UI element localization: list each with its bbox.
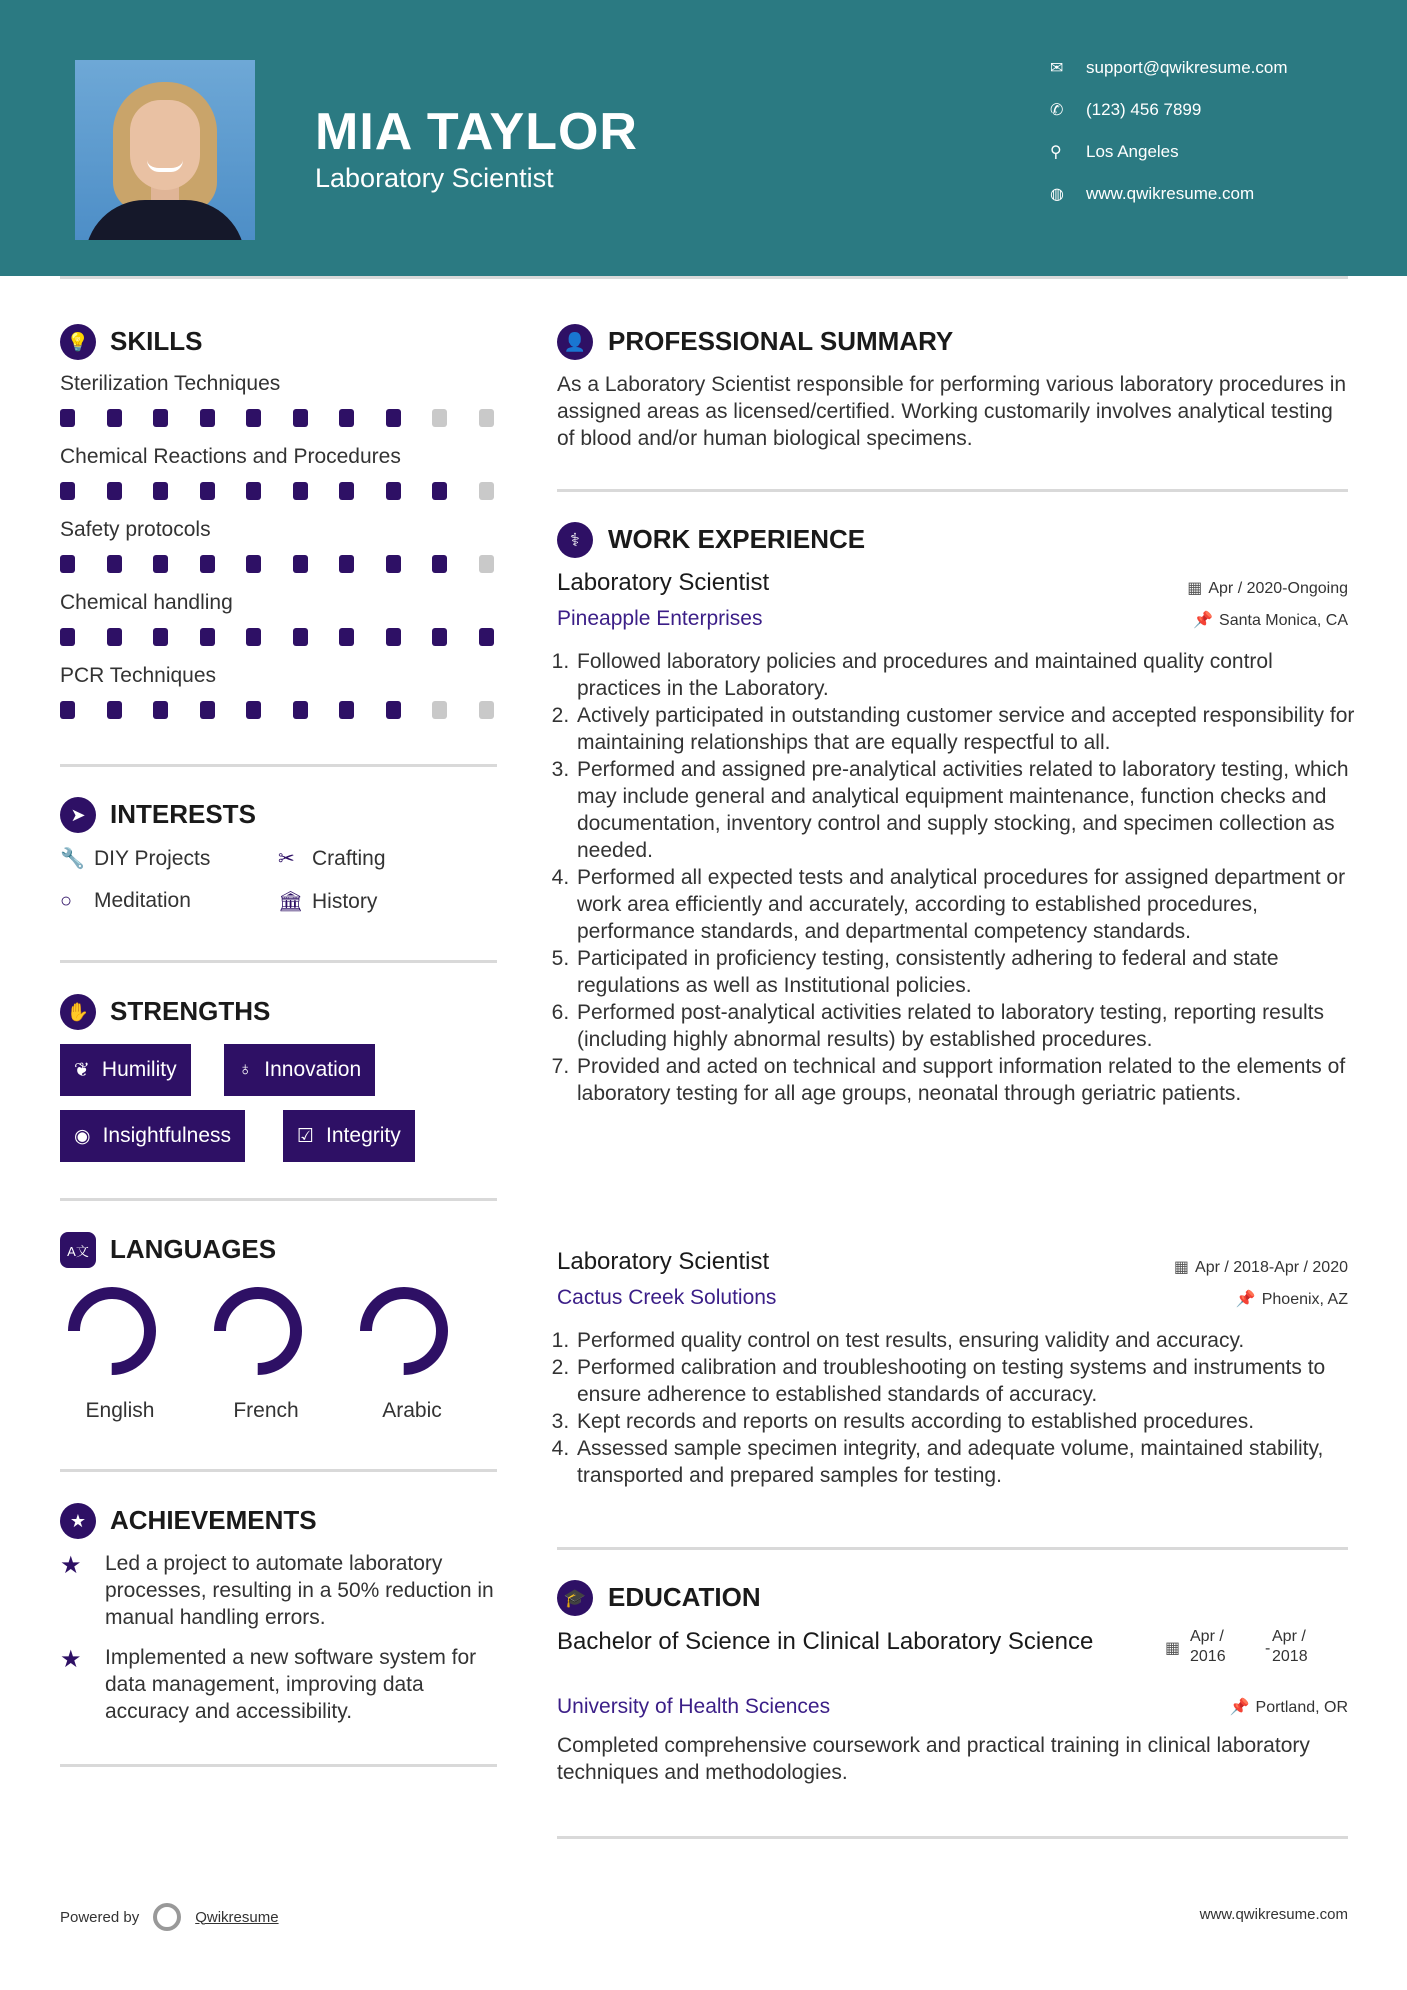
section-divider: [557, 489, 1348, 492]
skill-dot: [107, 482, 122, 500]
section-divider: [60, 1469, 497, 1472]
skill-dot: [386, 628, 401, 646]
language-level-arc: [74, 1293, 150, 1369]
skill-dot: [107, 701, 122, 719]
skill-dot: [153, 701, 168, 719]
eye-icon: ◉: [74, 1125, 91, 1147]
candidate-title: Laboratory Scientist: [315, 163, 554, 193]
bullet-item: 6. Performed post-analytical activities related to laboratory testing, reporting results (including highly abnormal results) by established procedures.: [575, 999, 1357, 1053]
education-heading: EDUCATION: [608, 1582, 761, 1612]
skill-dot: [107, 555, 122, 573]
interest-item: ○ Meditation: [60, 889, 191, 912]
circle-icon: ○: [60, 890, 73, 912]
interest-item: 🏛 History: [278, 890, 378, 913]
skill-dot: [479, 482, 494, 500]
skill-dot: [60, 555, 75, 573]
calendar-icon: ▦: [1165, 1640, 1181, 1657]
interests-heading: INTERESTS: [110, 799, 256, 829]
strengths-heading: STRENGTHS: [110, 996, 271, 1026]
phone-icon: ✆: [1050, 102, 1064, 119]
bullet-item: 4. Assessed sample specimen integrity, and adequate volume, maintained stability, transported and prepared samples for testing.: [575, 1435, 1357, 1489]
skill-dot: [293, 409, 308, 427]
section-divider: [60, 1198, 497, 1201]
wrench-icon: 🔧: [60, 848, 85, 870]
language-level-ring: [212, 1285, 304, 1377]
skill-dot: [246, 701, 261, 719]
section-divider: [60, 764, 497, 767]
degree-title: Bachelor of Science in Clinical Laboratory Science: [557, 1628, 1094, 1655]
skill-dot: [432, 409, 447, 427]
skill-dot: [246, 409, 261, 427]
skill-dot: [293, 555, 308, 573]
skill-dot: [153, 555, 168, 573]
skill-dot: [386, 555, 401, 573]
language-level-arc: [366, 1293, 442, 1369]
bullet-item: 3. Kept records and reports on results according to established procedures.: [575, 1408, 1357, 1435]
qwikresume-link[interactable]: Qwikresume: [195, 1908, 279, 1926]
section-divider: [557, 1836, 1348, 1839]
skill-dot: [200, 628, 215, 646]
star-badge-icon: ★: [60, 1503, 96, 1539]
header-banner: [0, 0, 1407, 276]
skill-dot: [339, 555, 354, 573]
skill-dot: [432, 482, 447, 500]
skill-dot: [153, 482, 168, 500]
skill-dot: [153, 409, 168, 427]
paper-plane-icon: ➤: [60, 797, 96, 833]
bullet-item: 3. Performed and assigned pre-analytical activities related to laboratory testing, which may include general and analytical equipment maintenance, function checks and documentation, inventory control and supply stocking, and specimen collection as needed.: [575, 756, 1357, 864]
contact-phone[interactable]: ✆ (123) 456 7899: [1050, 100, 1202, 119]
calendar-icon: ▦: [1187, 580, 1203, 597]
scissors-icon: ✂: [278, 848, 295, 870]
skill-dot: [479, 555, 494, 573]
skill-level-dots: [60, 701, 500, 721]
interest-item: ✂ Crafting: [278, 847, 386, 870]
contact-email[interactable]: ✉ support@qwikresume.com: [1050, 58, 1288, 77]
summary-heading: PROFESSIONAL SUMMARY: [608, 326, 954, 356]
language-label: Arabic: [382, 1399, 442, 1422]
job-bullets: [557, 648, 1357, 1107]
skill-label: PCR Techniques: [60, 664, 217, 687]
job-dates: ▦ Apr / 2018-Apr / 2020: [1173, 1259, 1348, 1276]
company-name: Pineapple Enterprises: [557, 607, 763, 630]
pushpin-icon: 📌: [1193, 612, 1214, 629]
envelope-icon: ✉: [1050, 60, 1064, 77]
hand-icon: ✋: [60, 994, 96, 1030]
star-icon: ★: [60, 1646, 82, 1673]
user-icon: 👤: [557, 324, 593, 360]
skill-dot: [200, 409, 215, 427]
skill-level-dots: [60, 628, 500, 648]
lightbulb-icon: ♁: [238, 1059, 253, 1080]
footer-powered-by: Powered by Qwikresume: [60, 1903, 279, 1931]
pushpin-icon: 📌: [1229, 1699, 1250, 1716]
section-divider: [60, 960, 497, 963]
skill-dot: [386, 701, 401, 719]
section-divider: [557, 1547, 1348, 1550]
skill-dot: [339, 482, 354, 500]
globe-icon: ◍: [1050, 186, 1064, 203]
lightbulb-icon: 💡: [60, 324, 96, 360]
skill-label: Chemical Reactions and Procedures: [60, 445, 401, 468]
museum-icon: 🏛: [278, 891, 304, 913]
strength-badge: ♁ Innovation: [224, 1044, 375, 1096]
strength-badge: ☑ Integrity: [283, 1110, 415, 1162]
language-label: English: [85, 1399, 155, 1422]
language-label: French: [233, 1399, 299, 1422]
strength-badge: ❦ Humility: [60, 1044, 191, 1096]
skill-label: Safety protocols: [60, 518, 211, 541]
interest-item: 🔧 DIY Projects: [60, 847, 211, 870]
skill-level-dots: [60, 555, 500, 575]
header-divider: [60, 276, 1348, 279]
summary-text: As a Laboratory Scientist responsible for performing various laboratory procedures in assigned areas as licensed/certified. Working customarily involves analytical testing of blood and/or human biological specimens.: [557, 373, 1347, 450]
graduate-icon: 🎓: [557, 1580, 593, 1616]
school-name: University of Health Sciences: [557, 1695, 831, 1718]
skill-dot: [246, 482, 261, 500]
achievement-item: ★ Implemented a new software system for data management, improving data accuracy and accessibility.: [60, 1646, 477, 1723]
skill-dot: [107, 409, 122, 427]
language-level-ring: [358, 1285, 450, 1377]
contact-location: ⚲ Los Angeles: [1050, 142, 1179, 161]
skill-dot: [386, 409, 401, 427]
skills-heading: SKILLS: [110, 326, 203, 356]
skill-dot: [60, 628, 75, 646]
footer-url[interactable]: www.qwikresume.com: [1199, 1906, 1348, 1923]
education-description: Completed comprehensive coursework and practical training in clinical laboratory techniques and methodologies.: [557, 1734, 1310, 1784]
contact-website[interactable]: ◍ www.qwikresume.com: [1050, 184, 1255, 203]
bullet-item: 2. Performed calibration and troubleshooting on testing systems and instruments to ensure adherence to established standards of accuracy.: [575, 1354, 1357, 1408]
skill-dot: [107, 628, 122, 646]
achievement-item: ★ Led a project to automate laboratory processes, resulting in a 50% reduction in manual handling errors.: [60, 1552, 494, 1629]
achievements-heading: ACHIEVEMENTS: [110, 1505, 317, 1535]
skill-label: Chemical handling: [60, 591, 233, 614]
bullet-item: 4. Performed all expected tests and analytical procedures for assigned department or work area efficiently and accurately, according to established procedures, performance standards, and departmental competency standards.: [575, 864, 1357, 945]
skill-dot: [479, 409, 494, 427]
skill-dot: [432, 555, 447, 573]
skill-dot: [386, 482, 401, 500]
experience-heading: WORK EXPERIENCE: [608, 524, 866, 554]
languages-heading: LANGUAGES: [110, 1234, 277, 1264]
skill-dot: [60, 482, 75, 500]
star-icon: ★: [60, 1552, 82, 1579]
job-title: Laboratory Scientist: [557, 1248, 770, 1275]
profile-photo: [75, 60, 255, 240]
candidate-name: MIA TAYLOR: [315, 103, 638, 161]
skill-dot: [60, 409, 75, 427]
map-pin-icon: ⚲: [1050, 144, 1062, 161]
skill-label: Sterilization Techniques: [60, 372, 281, 395]
leaf-icon: ❦: [74, 1059, 90, 1081]
skill-dot: [339, 628, 354, 646]
skill-dot: [293, 701, 308, 719]
bullet-item: 1. Followed laboratory policies and procedures and maintained quality control practices in the Laboratory.: [575, 648, 1357, 702]
skill-dot: [246, 628, 261, 646]
skill-dot: [246, 555, 261, 573]
language-level-arc: [220, 1293, 296, 1369]
skill-dot: [293, 628, 308, 646]
calendar-icon: ▦: [1173, 1259, 1190, 1276]
bullet-item: 2. Actively participated in outstanding customer service and accepted responsibility for maintaining relationships that are equally respectful to all.: [575, 702, 1357, 756]
language-icon: A文: [60, 1232, 96, 1268]
section-divider: [60, 1764, 497, 1767]
strength-badge: ◉ Insightfulness: [60, 1110, 245, 1162]
qwikresume-logo-icon: [153, 1903, 181, 1931]
job-bullets: [557, 1327, 1357, 1489]
language-level-ring: [66, 1285, 158, 1377]
education-location: 📌 Portland, OR: [1229, 1699, 1348, 1716]
skill-level-dots: [60, 482, 500, 502]
skill-dot: [200, 701, 215, 719]
skill-dot: [432, 628, 447, 646]
bullet-item: 7. Provided and acted on technical and support information related to the elements of laboratory testing for all age groups, neonatal through geriatric patients.: [575, 1053, 1357, 1107]
job-dates: ▦ Apr / 2020-Ongoing: [1187, 580, 1348, 597]
bullet-item: 1. Performed quality control on test results, ensuring validity and accuracy.: [575, 1327, 1357, 1354]
skill-dot: [339, 409, 354, 427]
briefcase-user-icon: ⚕: [557, 522, 593, 558]
skill-dot: [200, 482, 215, 500]
skill-dot: [479, 701, 494, 719]
job-location: 📌 Santa Monica, CA: [1193, 612, 1348, 629]
skill-dot: [153, 628, 168, 646]
skill-dot: [200, 555, 215, 573]
check-square-icon: ☑: [297, 1125, 315, 1147]
bullet-item: 5. Participated in proficiency testing, consistently adhering to federal and state regulations as well as Institutional policies.: [575, 945, 1357, 999]
skill-dot: [432, 701, 447, 719]
skill-dot: [293, 482, 308, 500]
company-name: Cactus Creek Solutions: [557, 1286, 777, 1309]
job-title: Laboratory Scientist: [557, 569, 770, 596]
skill-dot: [479, 628, 494, 646]
skill-level-dots: [60, 409, 500, 429]
skill-dot: [339, 701, 354, 719]
skill-dot: [60, 701, 75, 719]
pushpin-icon: 📌: [1235, 1291, 1256, 1308]
job-location: 📌 Phoenix, AZ: [1235, 1291, 1348, 1308]
